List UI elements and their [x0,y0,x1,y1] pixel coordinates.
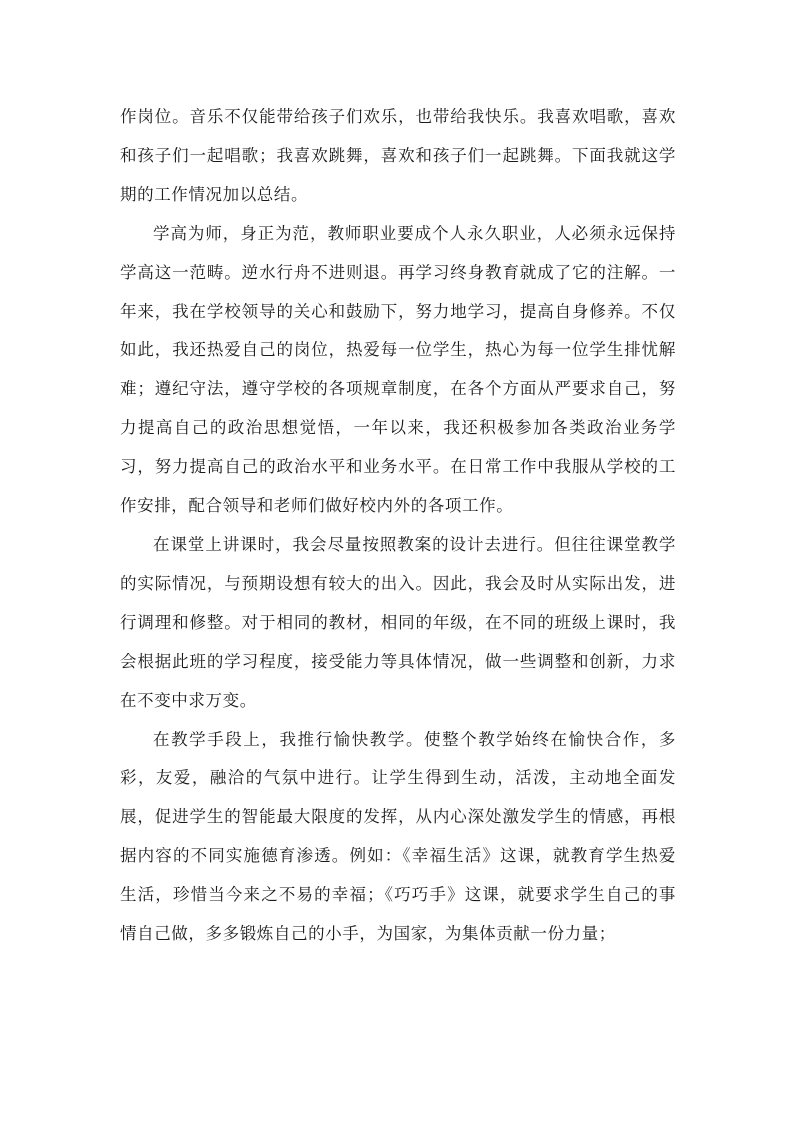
paragraph-2: 学高为师，身正为范，教师职业要成个人永久职业，人必须永远保持学高这一范畴。逆水行舟不进则退。再学习终身教育就成了它的注解。一年来，我在学校领导的关心和鼓励下，努力地学习，提高自身修养。不仅如此，我还热爱自己的岗位，热爱每一位学生，热心为每一位学生排忧解难；遵纪守法，遵守学校的各项规章制度，在各个方面从严要求自己，努力提高自己的政治思想觉悟，一年以来，我还积极参加各类政治业务学习，努力提高自己的政治水平和业务水平。在日常工作中我服从学校的工作安排，配合领导和老师们做好校内外的各项工作。 [120,223,676,516]
paragraph-4: 在教学手段上，我推行愉快教学。使整个教学始终在愉快合作，多彩，友爱，融洽的气氛中进行。让学生得到生动，活泼，主动地全面发展，促进学生的智能最大限度的发挥，从内心深处激发学生的情感，再根据内容的不同实施德育渗透。例如：《幸福生活》这课，就教育学生热爱生活，珍惜当今来之不易的幸福；《巧巧手》这课，就要求学生自己的事情自己做，多多锻炼自己的小手，为国家，为集体贡献一份力量； [120,729,676,944]
document-body [120,98,676,954]
paragraph-1: 作岗位。音乐不仅能带给孩子们欢乐，也带给我快乐。我喜欢唱歌，喜欢和孩子们一起唱歌；我喜欢跳舞，喜欢和孩子们一起跳舞。下面我就这学期的工作情况加以总结。 [120,107,676,204]
paragraph-3: 在课堂上讲课时，我会尽量按照教案的设计去进行。但往往课堂教学的实际情况，与预期设想有较大的出入。因此，我会及时从实际出发，进行调理和修整。对于相同的教材，相同的年级，在不同的班级上课时，我会根据此班的学习程度，接受能力等具体情况，做一些调整和创新，力求在不变中求万变。 [120,534,676,710]
